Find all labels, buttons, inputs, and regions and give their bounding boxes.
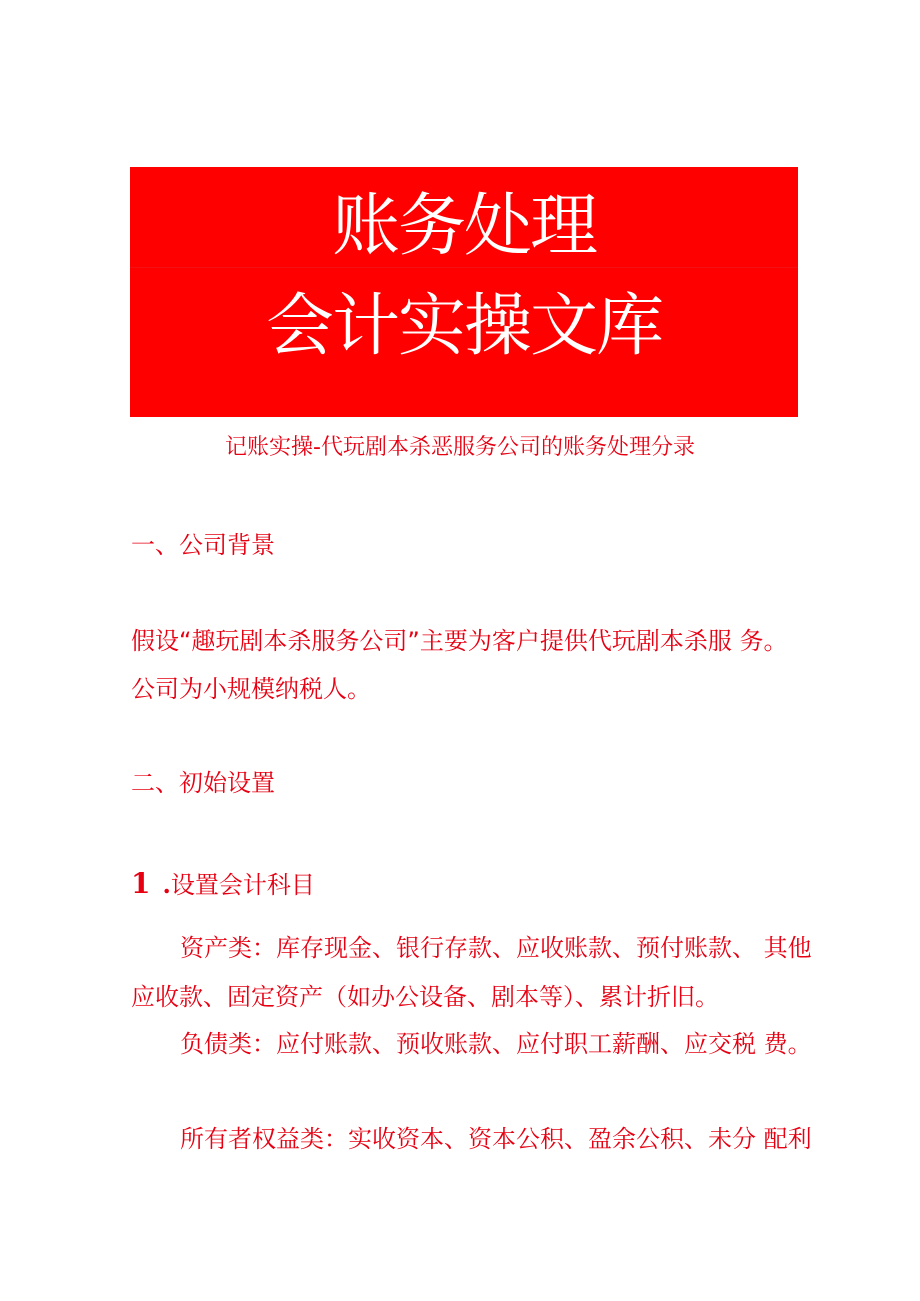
section2-heading: 二、初始设置 [131, 769, 275, 797]
section1-paragraph-line1: 假设“趣玩剧本杀服务公司”主要为客户提供代玩剧本杀服 务。 [131, 627, 788, 655]
banner-divider [130, 267, 798, 268]
subsection-dot: . [162, 870, 171, 899]
assets-line1: 资产类：库存现金、银行存款、应收账款、预付账款、 其他 [180, 934, 812, 962]
liabilities-line: 负债类：应付账款、预收账款、应付职工薪酬、应交税 费。 [180, 1030, 812, 1058]
assets-line2: 应收款、固定资产（如办公设备、剧本等）、累计折旧。 [131, 983, 719, 1011]
document-subtitle: 记账实操-代玩剧本杀恶服务公司的账务处理分录 [225, 435, 695, 460]
equity-line: 所有者权益类：实收资本、资本公积、盈余公积、未分 配利 [180, 1125, 812, 1153]
section1-paragraph-line2: 公司为小规模纳税人。 [131, 675, 371, 703]
subsection-title: 设置会计科目 [170, 871, 315, 899]
section1-heading: 一、公司背景 [131, 531, 275, 559]
subsection-number: 1 [131, 867, 151, 900]
banner-title-line1: 账务处理 [331, 187, 596, 266]
title-banner [130, 167, 798, 417]
subsection-heading [131, 869, 315, 900]
banner-title-line2: 会计实操文库 [265, 287, 662, 366]
